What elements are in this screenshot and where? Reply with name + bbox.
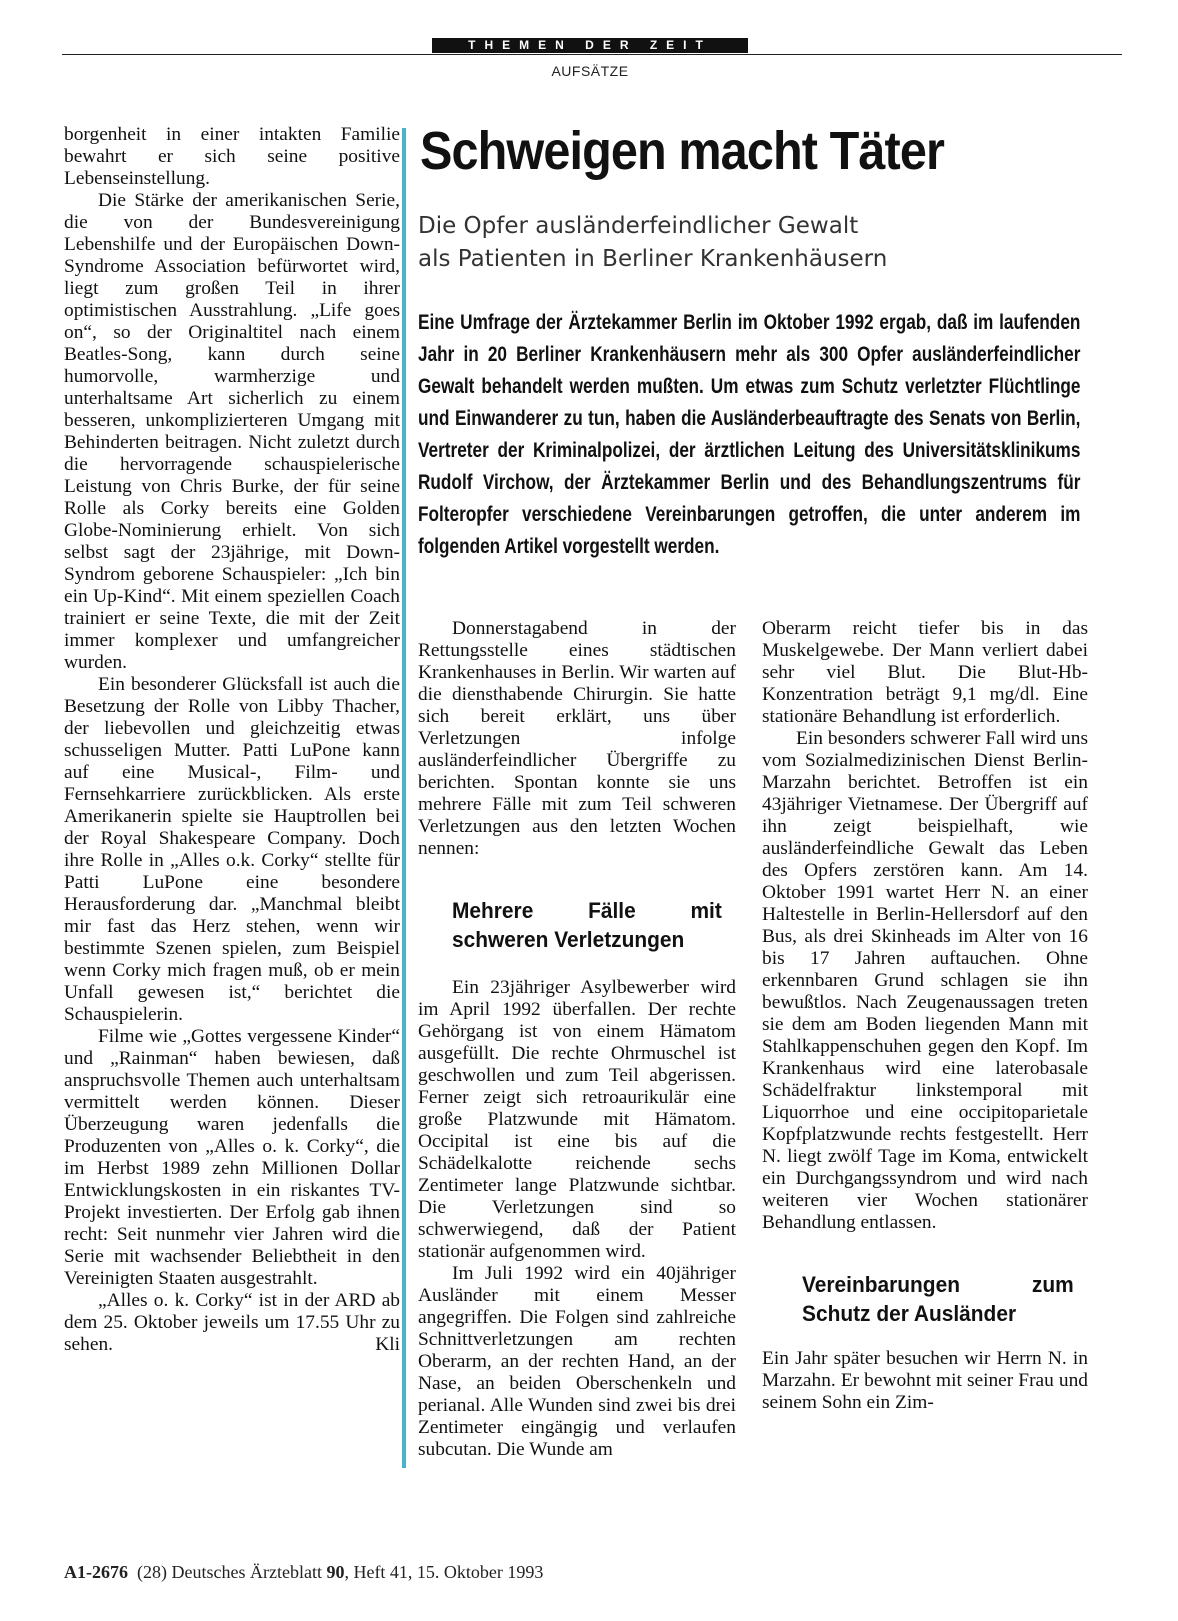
- article-column-right: [762, 618, 1088, 1414]
- paragraph: Ein besonders schwerer Fall wird uns vom Sozialmedizinischen Dienst Berlin-Marzahn berichtet. Betroffen ist ein 43jähriger Vietnamese. Der Übergriff auf ihn zeigt beispielhaft, wie ausländerfeindliche Gewalt das Leben des Opfers zerstören kann. Am 14. Oktober 1991 wartet Herr N. an einer Haltestelle in Berlin-Hellersdorf auf den Bus, als drei Skinheads im Alter von 16 bis 17 Jahren auftauchen. Ohne erkennbaren Grund schlagen sie ihn bewußtlos. Nach Zeugenaussagen treten sie dem am Boden liegenden Mann mit Stahlkappenschuhen gegen den Kopf. Im Krankenhaus wird eine laterobasale Schädelfraktur linkstemporal mit Liquorrhoe und eine occipitoparietale Kopfplatzwunde rechts festgestellt. Herr N. liegt zwölf Tage im Koma, entwickelt ein Durchgangssyndrom und wird nach weiteren vier Wochen stationärer Behandlung entlassen.: [762, 728, 1088, 1233]
- section-sublabel: AUFSÄTZE: [551, 63, 629, 79]
- section-heading: Mehrere Fälle mit schweren Verletzungen: [452, 898, 722, 952]
- header-rule: [62, 54, 1122, 55]
- page-code: A1-2676: [64, 1562, 128, 1582]
- paragraph: Filme wie „Gottes vergessene Kinder“ und „Rainman“ haben bewiesen, daß anspruchsvolle Themen auch unterhaltsam vermittelt werden können. Dieser Überzeugung waren jedenfalls die Produzenten von „Alles o. k. Corky“, die im Herbst 1989 zehn Millionen Dollar Entwicklungskosten in ein riskantes TV-Projekt investierten. Der Erfolg gab ihnen recht: Seit nunmehr vier Jahren wird die Serie mit wachsender Beliebtheit in den Vereinigten Staaten ausgestrahlt.: [64, 1026, 400, 1289]
- section-label: THEMEN DER ZEIT: [432, 38, 748, 53]
- subheadline-line: Die Opfer ausländerfeindlicher Gewalt: [418, 213, 859, 239]
- paragraph: Oberarm reicht tiefer bis in das Muskelgewebe. Der Mann verliert dabei sehr viel Blut. Die Blut-Hb-Konzentration beträgt 9,1 mg/dl. Eine stationäre Behandlung ist erforderlich.: [762, 618, 1088, 727]
- journal-issue: , Heft 41, 15. Oktober 1993: [344, 1562, 544, 1582]
- paragraph: Donnerstagabend in der Rettungsstelle eines städtischen Krankenhauses in Berlin. Wir warten auf die diensthabende Chirurgin. Sie hatte sich bereit erklärt, uns über Verletzungen infolge ausländerfeindlicher Übergriffe zu berichten. Spontan konnte sie uns mehrere Fälle mit zum Teil schweren Verletzungen aus den letzten Wochen nennen:: [418, 618, 736, 859]
- page-footer: [64, 1562, 864, 1583]
- author-signature: Kli: [375, 1334, 400, 1355]
- paragraph: Ein 23jähriger Asylbewerber wird im April 1992 überfallen. Der rechte Gehörgang ist von einem Hämatom ausgefüllt. Die rechte Ohrmuschel ist geschwollen und zum Teil abgerissen. Ferner zeigt sich retroaurikulär eine große Platzwunde mit Hämatom. Occipital ist eine bis auf die Schädelkalotte reichende sechs Zentimeter lange Platzwunde sichtbar. Die Verletzungen sind so schwerwiegend, daß der Patient stationär aufgenommen wird.: [418, 977, 736, 1262]
- paragraph: Ein Jahr später besuchen wir Herrn N. in Marzahn. Er bewohnt mit seiner Frau und seinem Sohn ein Zim-: [762, 1348, 1088, 1413]
- paragraph: borgenheit in einer intakten Familie bewahrt er sich seine positive Lebenseinstellung.: [64, 124, 400, 189]
- article-subheadline: [418, 210, 1118, 276]
- paragraph: Die Stärke der amerikanischen Serie, die von der Bundesvereinigung Lebenshilfe und der Europäischen Down-Syndrome Association befürwortet wird, liegt zum großen Teil in ihrer optimistischen Ausstrahlung. „Life goes on“, so der Originaltitel nach einem Beatles-Song, kann durch seine humorvolle, warmherzige und unterhaltsame Art sicherlich zu einem besseren, unkomplizierteren Umgang mit Behinderten beitragen. Nicht zuletzt durch die hervorragende schauspielerische Leistung von Chris Burke, der für seine Rolle als Corky bereits eine Golden Globe-Nominierung erhielt. Von sich selbst sagt der 23jährige, mit Down-Syndrom geborene Schauspieler: „Ich bin ein Up-Kind“. Mit einem speziellen Coach trainiert er seine Texte, die mit der Zeit immer komplexer und umfangreicher wurden.: [64, 190, 400, 673]
- subheadline-line: als Patienten in Berliner Krankenhäusern: [418, 246, 888, 272]
- article-column-middle: [418, 618, 736, 1461]
- paragraph: Im Juli 1992 wird ein 40jähriger Ausländer mit einem Messer angegriffen. Die Folgen sind zahlreiche Schnittverletzungen am rechten Oberarm, an der rechten Hand, an der Nase, an beiden Oberschenkeln und perianal. Alle Wunden sind zwei bis drei Zentimeter eingängig und verlaufen subcutan. Die Wunde am: [418, 1263, 736, 1460]
- journal-volume: 90: [326, 1562, 345, 1582]
- paragraph: Ein besonderer Glücksfall ist auch die Besetzung der Rolle von Libby Thacher, der liebevollen und gleichzeitig etwas schusseligen Mutter. Patti LuPone kann auf eine Musical-, Film- und Fernsehkarriere zurückblicken. Als erste Amerikanerin spielte sie Hauptrollen bei der Royal Shakespeare Company. Doch ihre Rolle in „Alles o.k. Corky“ stellte für Patti LuPone eine besondere Herausforderung dar. „Manchmal bleibt mir fast das Herz stehen, wenn wir bestimmte Szenen spielen, zum Beispiel wenn Corky mich fragen muß, ob er mein Unfall gewesen ist,“ berichtet die Schauspielerin.: [64, 674, 400, 1025]
- paragraph-text: „Alles o. k. Corky“ ist in der ARD ab dem 25. Oktober jeweils um 17.55 Uhr zu sehen.: [64, 1290, 400, 1355]
- previous-article-column: [64, 124, 400, 1356]
- article-headline: Schweigen macht Täter: [420, 121, 944, 181]
- article-lead: Eine Umfrage der Ärztekammer Berlin im Oktober 1992 ergab, daß im laufenden Jahr in 20 Berliner Krankenhäusern mehr als 300 Opfer ausländerfeindlicher Gewalt behandelt werden mußten. Um etwas zum Schutz verletzter Flüchtlinge und Einwanderer zu tun, haben die Ausländerbeauftragte des Senats von Berlin, Vertreter der Kriminalpolizei, der ärztlichen Leitung des Universitätsklinikums Rudolf Virchow, der Ärztekammer Berlin und des Behandlungszentrums für Folteropfer verschiedene Vereinbarungen getroffen, die unter anderem im folgenden Artikel vorgestellt werden.: [418, 310, 1081, 558]
- page-number: (28): [137, 1562, 167, 1582]
- paragraph: [64, 1290, 400, 1356]
- section-heading: Vereinbarungen zum Schutz der Ausländer: [802, 1272, 1074, 1326]
- accent-divider: [402, 128, 406, 1468]
- journal-name: Deutsches Ärzteblatt: [171, 1562, 322, 1582]
